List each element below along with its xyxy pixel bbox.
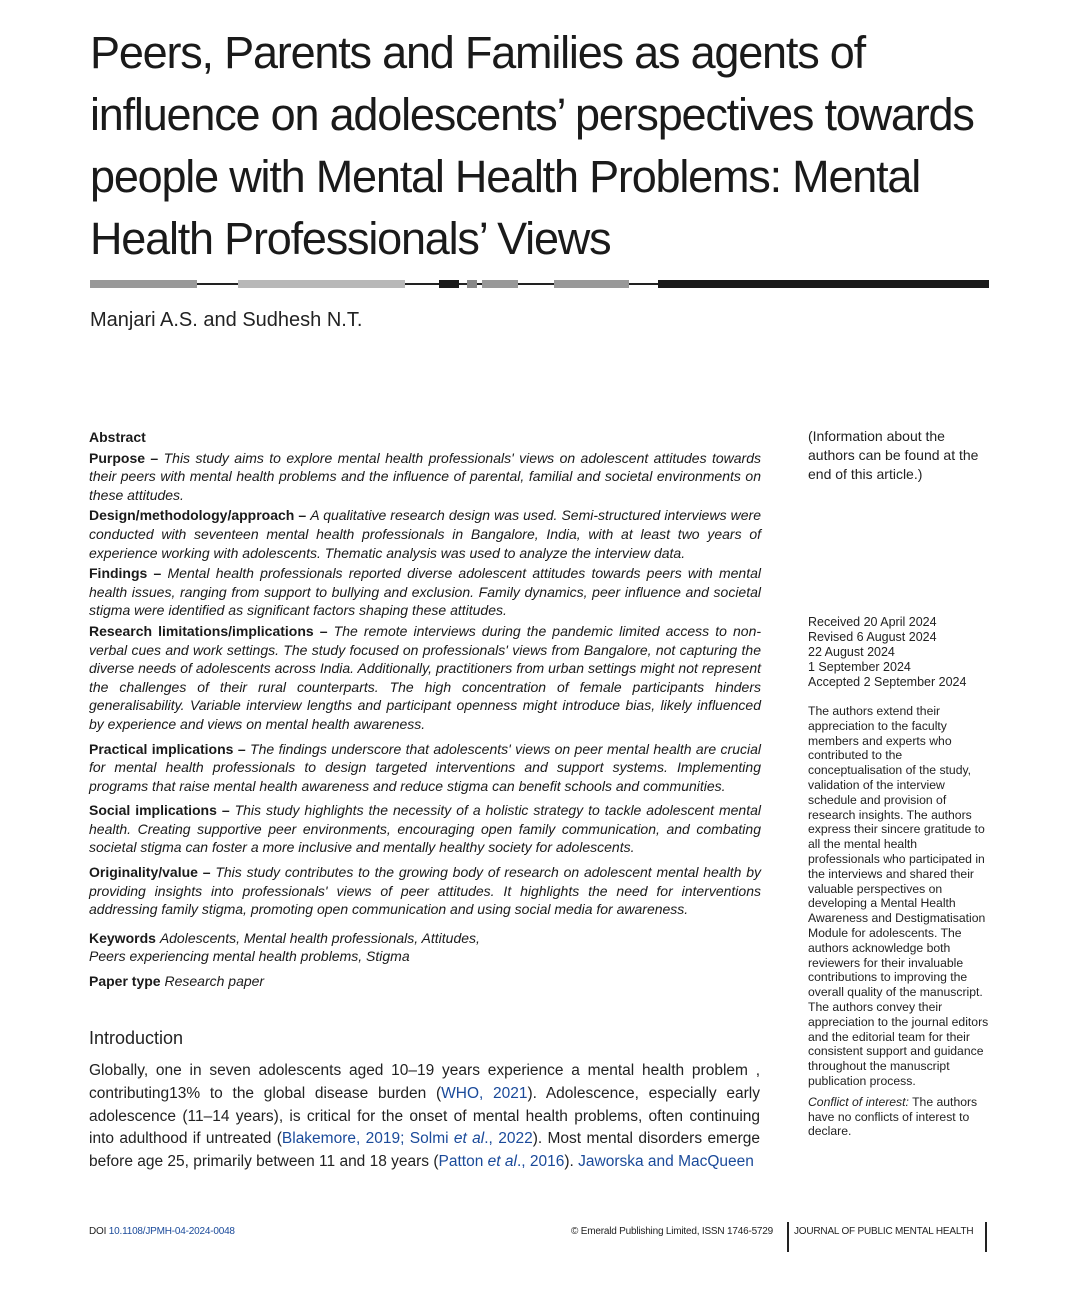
coi-text: The authors have no conflicts of interest to declare. [808, 1094, 978, 1139]
received-date: Received 20 April 2024 [808, 615, 937, 629]
author-conjunction: and [203, 309, 237, 331]
title-rule-seg-4 [467, 280, 477, 288]
citation-link-patton[interactable] [439, 1153, 565, 1170]
keywords [89, 929, 761, 966]
revised-date-2: 22 August 2024 [808, 645, 895, 659]
introduction-heading: Introduction [89, 1028, 184, 1048]
originality-text: This study contributes to the growing body of research on adolescent mental health by providing insights into professionals' views of peer attitudes. It highlights the need for interventions addressing family stigma, promoting open communication and using social media for awareness. [89, 864, 762, 918]
author-1: Manjari A.S. [90, 309, 198, 331]
citation-blakemore-solmi-names: Blakemore, 2019; Solmi [281, 1130, 454, 1148]
citation-patton-name: Patton [438, 1153, 488, 1171]
footer-doi [89, 1226, 235, 1237]
abstract-heading: Abstract [89, 429, 146, 445]
title-rule [90, 280, 989, 289]
purpose-text: This study aims to explore mental health professionals' views on adolescent attitudes towards their peers with mental health problems and the influence of parental, familial and societal environments on these attitudes. [89, 449, 761, 503]
paper-type-label: Paper type [89, 973, 161, 990]
abstract-limitations [89, 622, 761, 734]
title-rule-seg-1 [90, 280, 197, 288]
citation-solmi-year: ., 2022 [484, 1130, 533, 1148]
abstract-purpose [89, 449, 761, 505]
citation-patton-year: ., 2016 [516, 1153, 565, 1171]
abstract-findings [89, 564, 761, 620]
originality-label: Originality/value – [89, 864, 211, 881]
revised-date-3: 1 September 2024 [808, 660, 911, 674]
coi-label: Conflict of interest: [808, 1094, 909, 1109]
intro-text-1: Globally, one in seven adolescents aged 10–19 years experience a mental health problem , contributing13% to the global disease burden ( [89, 1062, 760, 1102]
title-rule-seg-5 [482, 280, 518, 288]
conflict-of-interest [808, 1095, 990, 1139]
acknowledgements [808, 704, 990, 1145]
author-line [90, 307, 362, 333]
revised-date-1: Revised 6 August 2024 [808, 630, 937, 644]
abstract [89, 428, 761, 991]
keywords-line-1: Adolescents, Mental health professionals, Attitudes, [159, 929, 480, 946]
acknowledgement-text: The authors extend their appreciation to the faculty members and experts who contributed to the conceptualisation of the study, validation of the interview schedule and provision of research insights. The authors express their sincere gratitude to all the mental health professionals who participated in the interviews and shared their valuable perspectives on developing a Mental Health Awareness and Destigmatisation Module for adolescents. The authors acknowledge both reviewers for their invaluable contributions to improving the overall quality of the manuscript. The authors convey their appreciation to the journal editors and the editorial team for their consistent support and guidance throughout the manuscript publication process. [808, 704, 989, 1088]
introduction-paragraph [89, 1060, 760, 1174]
intro-text-2: ). Adolescence, especially early adolescence (11–14 years), is critical for the onset of mental health problems, often continuing into adulthood if untreated ( [89, 1084, 760, 1148]
footer-divider-right [985, 1222, 987, 1252]
title-rule-seg-7 [658, 280, 989, 288]
article-history [808, 615, 990, 690]
practical-text: The findings underscore that adolescents' views on peer mental health are crucial for mental health professionals to design targeted interventions and support systems. Implementing programs that raise mental health awareness and reduce stigma can benefit schools and communities. [89, 740, 762, 794]
title-rule-seg-3 [439, 280, 459, 288]
citation-link-jaworska[interactable]: Jaworska and MacQueen [578, 1153, 754, 1171]
article-title: Peers, Parents and Families as agents of influence on adolescents’ perspectives towards people with Mental Health Problems: Mental Health Professionals’ Views [90, 27, 974, 264]
keywords-label: Keywords [89, 929, 156, 946]
design-label: Design/methodology/approach – [89, 507, 307, 524]
paper-type [89, 972, 761, 991]
limitations-label: Research limitations/implications – [89, 622, 328, 639]
paper-type-value: Research paper [164, 973, 265, 990]
abstract-social [89, 801, 761, 857]
abstract-originality [89, 863, 761, 919]
social-text: This study highlights the necessity of a holistic strategy to tackle adolescent mental health. Creating supportive peer environments, encouraging open family communication, and combating societal stigma can foster a more inclusive and mentally healthy society for adolescents. [89, 802, 761, 856]
findings-label: Findings – [89, 565, 162, 582]
footer-divider-left [787, 1222, 789, 1252]
abstract-design [89, 506, 761, 562]
findings-text: Mental health professionals reported diverse adolescent attitudes towards peers with mental health issues, ranging from support to bullying and exclusion. Family dynamics, peer influence and societal stigma were identified as significant factors shaping these attitudes. [89, 565, 762, 619]
practical-label: Practical implications – [89, 740, 246, 757]
keywords-line-2: Peers experiencing mental health problems, Stigma [89, 948, 410, 965]
citation-link-who[interactable]: WHO, 2021 [441, 1084, 528, 1102]
intro-text-4: ). [564, 1153, 579, 1171]
citation-et-al: et al [487, 1153, 517, 1171]
author-2: Sudhesh N.T. [242, 309, 363, 331]
citation-link-blakemore-solmi[interactable] [282, 1130, 533, 1147]
limitations-text: The remote interviews during the pandemic limited access to non-verbal cues and work settings. The study focused on professionals' views from Bangalore, not capturing the diverse needs of adolescents across India. Additionally, practitioners from urban settings might not represent the challenges of their rural counterparts. The high concentration of female participants hinders generalisability. Variable interview lengths and participant openness might introduce bias, likely influenced by experience and views on mental health awareness. [89, 622, 762, 732]
citation-et-al: et al [453, 1130, 485, 1148]
social-label: Social implications – [89, 802, 230, 819]
title-rule-seg-2 [238, 280, 405, 288]
doi-label: DOI [89, 1226, 107, 1237]
title-rule-seg-6 [554, 280, 629, 288]
purpose-label: Purpose – [89, 449, 159, 466]
footer-journal-name: JOURNAL OF PUBLIC MENTAL HEALTH [794, 1226, 974, 1237]
accepted-date: Accepted 2 September 2024 [808, 675, 967, 689]
abstract-practical [89, 740, 761, 796]
intro-text-3: ). Most mental disorders emerge before age 25, primarily between 11 and 18 years ( [89, 1130, 760, 1171]
footer-copyright: © Emerald Publishing Limited, ISSN 1746-5729 [571, 1226, 774, 1237]
author-info-note: (Information about the authors can be found at the end of this article.) [808, 428, 979, 482]
design-text: A qualitative research design was used. Semi-structured interviews were conducted with seventeen mental health professionals in Bangalore, India, with at least two years of experience working with adolescents. Thematic analysis was used to analyze the interview data. [89, 507, 761, 561]
doi-link[interactable]: 10.1108/JPMH-04-2024-0048 [108, 1226, 235, 1237]
